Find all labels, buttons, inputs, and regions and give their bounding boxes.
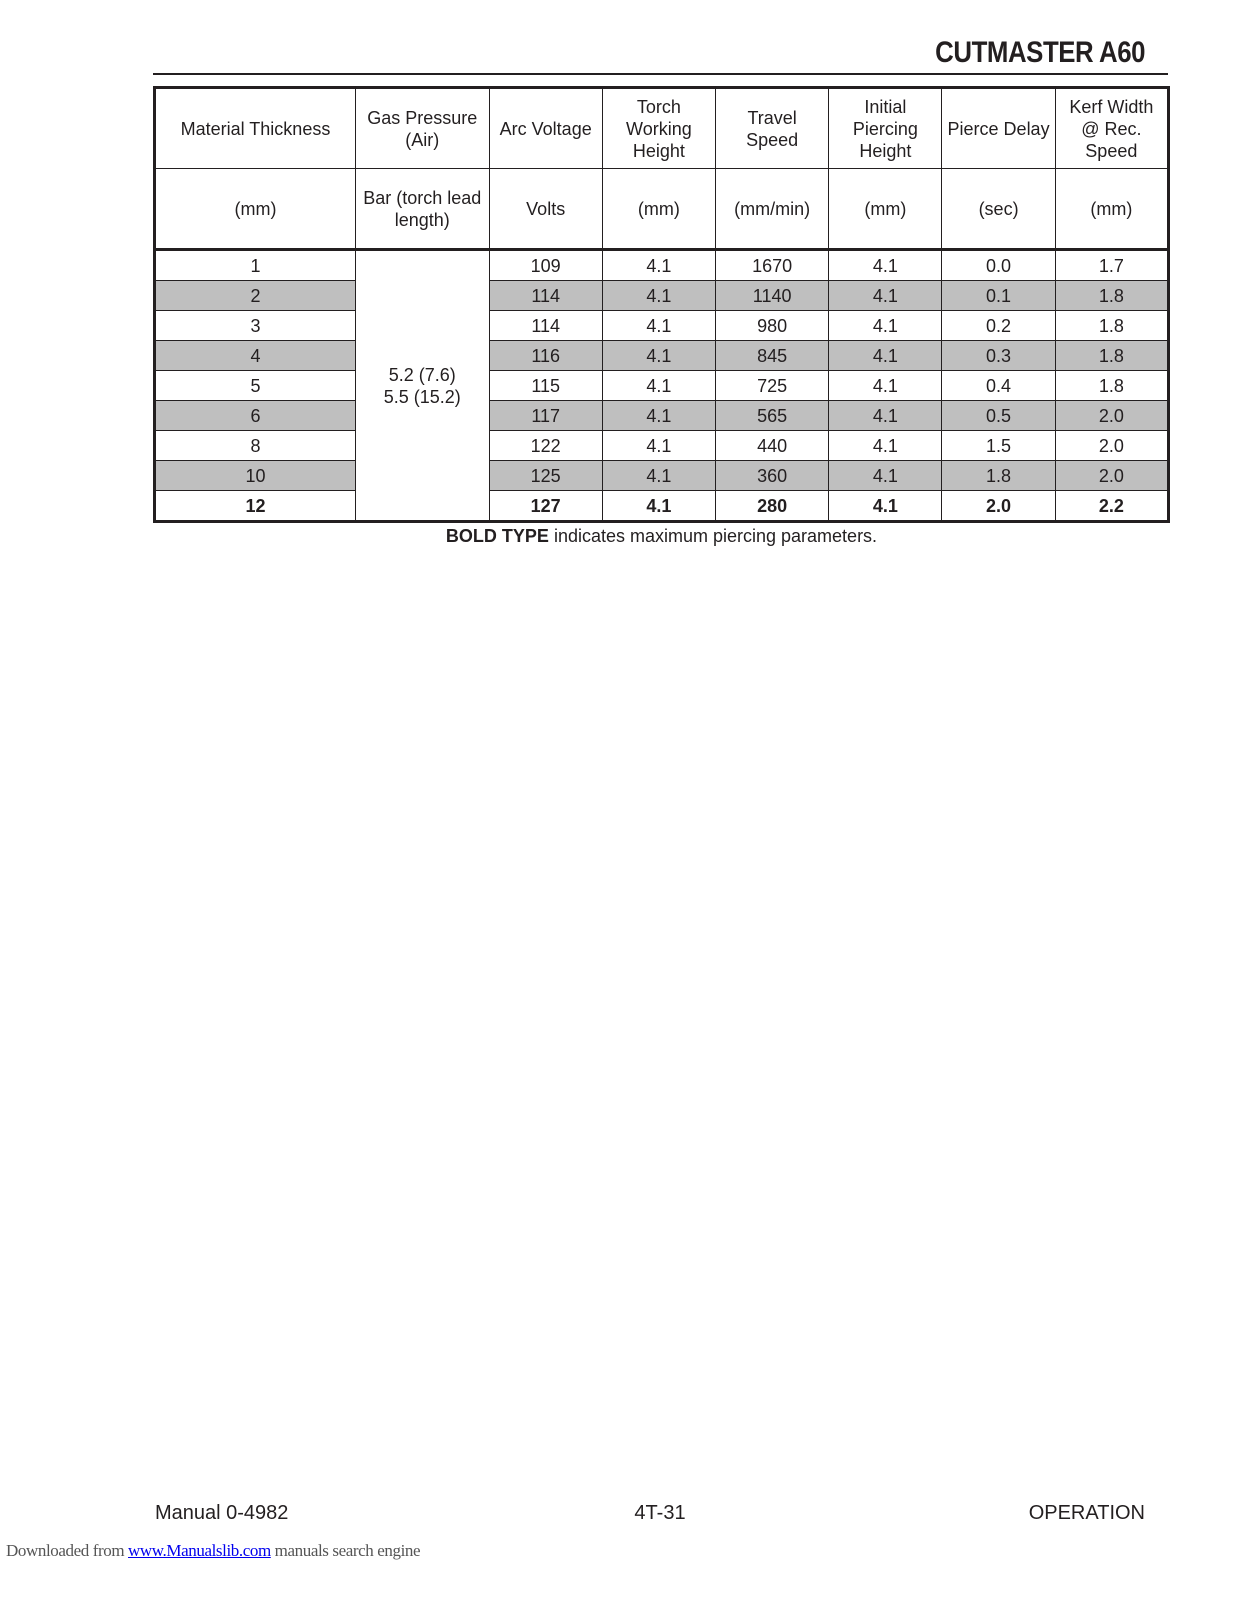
cell-torch-working-height: 4.1 xyxy=(602,281,715,311)
header-travel-speed: Travel Speed xyxy=(716,88,829,169)
cell-thickness: 6 xyxy=(155,401,356,431)
manualslib-link[interactable]: www.Manualslib.com xyxy=(128,1541,271,1560)
cell-arc-voltage: 117 xyxy=(489,401,602,431)
cell-travel-speed: 360 xyxy=(716,461,829,491)
table-row xyxy=(155,461,1169,491)
header-material-thickness: Material Thickness xyxy=(155,88,356,169)
unit-initial-piercing-height: (mm) xyxy=(829,169,942,250)
cell-initial-piercing-height: 4.1 xyxy=(829,401,942,431)
table-row xyxy=(155,281,1169,311)
footer-section: OPERATION xyxy=(1028,1502,1145,1524)
cell-thickness: 2 xyxy=(155,281,356,311)
cell-travel-speed: 1140 xyxy=(716,281,829,311)
unit-travel-speed: (mm/min) xyxy=(716,169,829,250)
cell-kerf-width: 1.7 xyxy=(1055,250,1168,281)
cell-arc-voltage: 114 xyxy=(489,311,602,341)
table-row xyxy=(155,431,1169,461)
table-caption xyxy=(153,526,1170,547)
cell-pierce-delay: 0.1 xyxy=(942,281,1055,311)
unit-arc-voltage: Volts xyxy=(489,169,602,250)
cell-travel-speed: 280 xyxy=(716,491,829,522)
cell-pierce-delay: 1.8 xyxy=(942,461,1055,491)
cell-initial-piercing-height: 4.1 xyxy=(829,461,942,491)
page-title: CUTMASTER A60 xyxy=(935,36,1145,69)
cell-initial-piercing-height: 4.1 xyxy=(829,281,942,311)
footer-manual-number: Manual 0-4982 xyxy=(155,1502,289,1524)
cell-pierce-delay: 2.0 xyxy=(942,491,1055,522)
cell-torch-working-height: 4.1 xyxy=(602,431,715,461)
cell-torch-working-height: 4.1 xyxy=(602,461,715,491)
cell-travel-speed: 980 xyxy=(716,311,829,341)
cell-travel-speed: 1670 xyxy=(716,250,829,281)
cell-arc-voltage: 122 xyxy=(489,431,602,461)
header-torch-working-height: Torch Working Height xyxy=(602,88,715,169)
table-row xyxy=(155,250,1169,281)
cell-kerf-width: 1.8 xyxy=(1055,311,1168,341)
cell-thickness: 12 xyxy=(155,491,356,522)
cell-initial-piercing-height: 4.1 xyxy=(829,431,942,461)
cutting-parameters-table xyxy=(153,86,1170,523)
cell-thickness: 3 xyxy=(155,311,356,341)
cell-thickness: 10 xyxy=(155,461,356,491)
cell-torch-working-height: 4.1 xyxy=(602,371,715,401)
cell-kerf-width: 1.8 xyxy=(1055,371,1168,401)
cell-kerf-width: 1.8 xyxy=(1055,281,1168,311)
cell-travel-speed: 845 xyxy=(716,341,829,371)
cell-torch-working-height: 4.1 xyxy=(602,401,715,431)
cell-arc-voltage: 116 xyxy=(489,341,602,371)
cell-thickness: 4 xyxy=(155,341,356,371)
cell-kerf-width: 2.0 xyxy=(1055,461,1168,491)
table-row xyxy=(155,491,1169,522)
table-row xyxy=(155,311,1169,341)
cell-initial-piercing-height: 4.1 xyxy=(829,250,942,281)
cell-travel-speed: 725 xyxy=(716,371,829,401)
header-divider xyxy=(153,73,1168,75)
cell-torch-working-height: 4.1 xyxy=(602,311,715,341)
cell-torch-working-height: 4.1 xyxy=(602,341,715,371)
header-kerf-width: Kerf Width @ Rec. Speed xyxy=(1055,88,1168,169)
cell-initial-piercing-height: 4.1 xyxy=(829,311,942,341)
unit-gas-pressure: Bar (torch lead length) xyxy=(355,169,489,250)
header-initial-piercing-height: Initial Piercing Height xyxy=(829,88,942,169)
cell-arc-voltage: 115 xyxy=(489,371,602,401)
unit-torch-working-height: (mm) xyxy=(602,169,715,250)
cell-pierce-delay: 0.2 xyxy=(942,311,1055,341)
cell-pierce-delay: 0.0 xyxy=(942,250,1055,281)
cell-arc-voltage: 109 xyxy=(489,250,602,281)
cell-pierce-delay: 0.4 xyxy=(942,371,1055,401)
cell-arc-voltage: 114 xyxy=(489,281,602,311)
header-gas-pressure: Gas Pressure (Air) xyxy=(355,88,489,169)
cell-kerf-width: 1.8 xyxy=(1055,341,1168,371)
caption-bold: BOLD TYPE xyxy=(445,526,549,546)
cell-travel-speed: 440 xyxy=(716,431,829,461)
download-notice xyxy=(6,1541,420,1561)
cell-initial-piercing-height: 4.1 xyxy=(829,491,942,522)
cell-thickness: 8 xyxy=(155,431,356,461)
cell-initial-piercing-height: 4.1 xyxy=(829,341,942,371)
cell-arc-voltage: 127 xyxy=(489,491,602,522)
cell-pierce-delay: 0.3 xyxy=(942,341,1055,371)
footer-page-number: 4T-31 xyxy=(634,1502,686,1524)
unit-material-thickness: (mm) xyxy=(155,169,356,250)
download-suffix: manuals search engine xyxy=(270,1541,421,1560)
unit-kerf-width: (mm) xyxy=(1055,169,1168,250)
cell-thickness: 1 xyxy=(155,250,356,281)
cell-arc-voltage: 125 xyxy=(489,461,602,491)
table-row xyxy=(155,371,1169,401)
cell-kerf-width: 2.0 xyxy=(1055,401,1168,431)
download-prefix: Downloaded from xyxy=(6,1541,129,1560)
caption-text: indicates maximum piercing parameters. xyxy=(548,526,878,546)
header-arc-voltage: Arc Voltage xyxy=(489,88,602,169)
table-row xyxy=(155,401,1169,431)
cell-initial-piercing-height: 4.1 xyxy=(829,371,942,401)
cell-travel-speed: 565 xyxy=(716,401,829,431)
table-row xyxy=(155,341,1169,371)
unit-pierce-delay: (sec) xyxy=(942,169,1055,250)
gas-pressure-value: 5.2 (7.6) xyxy=(388,364,456,385)
cell-torch-working-height: 4.1 xyxy=(602,491,715,522)
cell-pierce-delay: 1.5 xyxy=(942,431,1055,461)
cell-kerf-width: 2.0 xyxy=(1055,431,1168,461)
header-pierce-delay: Pierce Delay xyxy=(942,88,1055,169)
cell-torch-working-height: 4.1 xyxy=(602,250,715,281)
cell-thickness: 5 xyxy=(155,371,356,401)
gas-pressure-value: 5.5 (15.2) xyxy=(383,386,461,407)
cell-pierce-delay: 0.5 xyxy=(942,401,1055,431)
cell-gas-pressure xyxy=(355,250,489,522)
cell-kerf-width: 2.2 xyxy=(1055,491,1168,522)
